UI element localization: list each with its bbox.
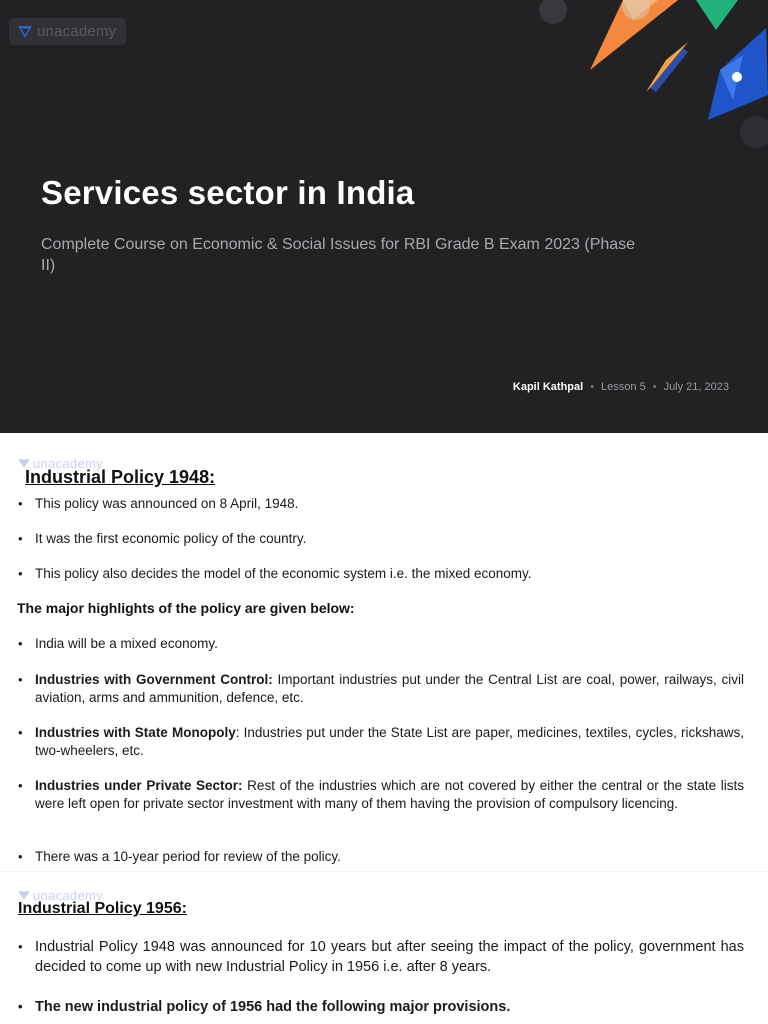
title-slide [0, 0, 768, 433]
brand-name: unacademy [37, 23, 117, 40]
lesson-title: Services sector in India [41, 174, 415, 211]
notes-document [0, 433, 768, 1024]
list-item: • Industries with Government Control: Important industries put under the Central List are coal, power, railways, civil aviation, arms and ammunition, defence, etc. [18, 672, 744, 705]
unacademy-logo-icon [17, 25, 33, 39]
list-item: • The new industrial policy of 1956 had the following major provisions. [18, 999, 511, 1015]
watermark-text: unacademy [33, 456, 103, 471]
decorative-shapes [538, 0, 768, 150]
list-item: • It was the first economic policy of the country. [18, 531, 307, 546]
author-name: Kapil Kathpal [512, 381, 584, 393]
list-item: • There was a 10-year period for review of the policy. [18, 849, 341, 864]
list-item: • This policy also decides the model of the economic system i.e. the mixed economy. [18, 566, 532, 581]
unacademy-logo [9, 18, 126, 45]
section-heading: Industrial Policy 1948: [25, 467, 216, 487]
list-item: • India will be a mixed economy. [18, 636, 218, 651]
course-subtitle: Complete Course on Economic & Social Issues for RBI Grade B Exam 2023 (Phase II) [41, 236, 636, 274]
lesson-number: Lesson 5 [601, 381, 646, 393]
separator-dot: • [590, 381, 595, 393]
list-item: • This policy was announced on 8 April, 1948. [18, 496, 299, 511]
list-item: • Industrial Policy 1948 was announced for 10 years but after seeing the impact of the policy, government has decided to come up with new Industrial Policy in 1956 i.e. after 8 years. [18, 939, 744, 975]
list-item: • Industries with State Monopoly: Industries put under the State List are paper, medicines, textiles, cycles, rickshaws, two-wheelers, etc. [18, 725, 744, 758]
list-item: • Industries under Private Sector: Rest of the industries which are not covered by either the central or the state lists were left open for private sector investment with many of them having the provision of compulsory licencing. [18, 778, 745, 811]
page-divider [0, 871, 768, 872]
separator-dot: • [652, 381, 657, 393]
lesson-date: July 21, 2023 [663, 381, 729, 393]
subheading: The major highlights of the policy are given below: [17, 600, 355, 616]
lesson-meta [513, 381, 729, 393]
section-heading: Industrial Policy 1956: [18, 900, 187, 917]
watermark-text: unacademy [33, 888, 103, 903]
